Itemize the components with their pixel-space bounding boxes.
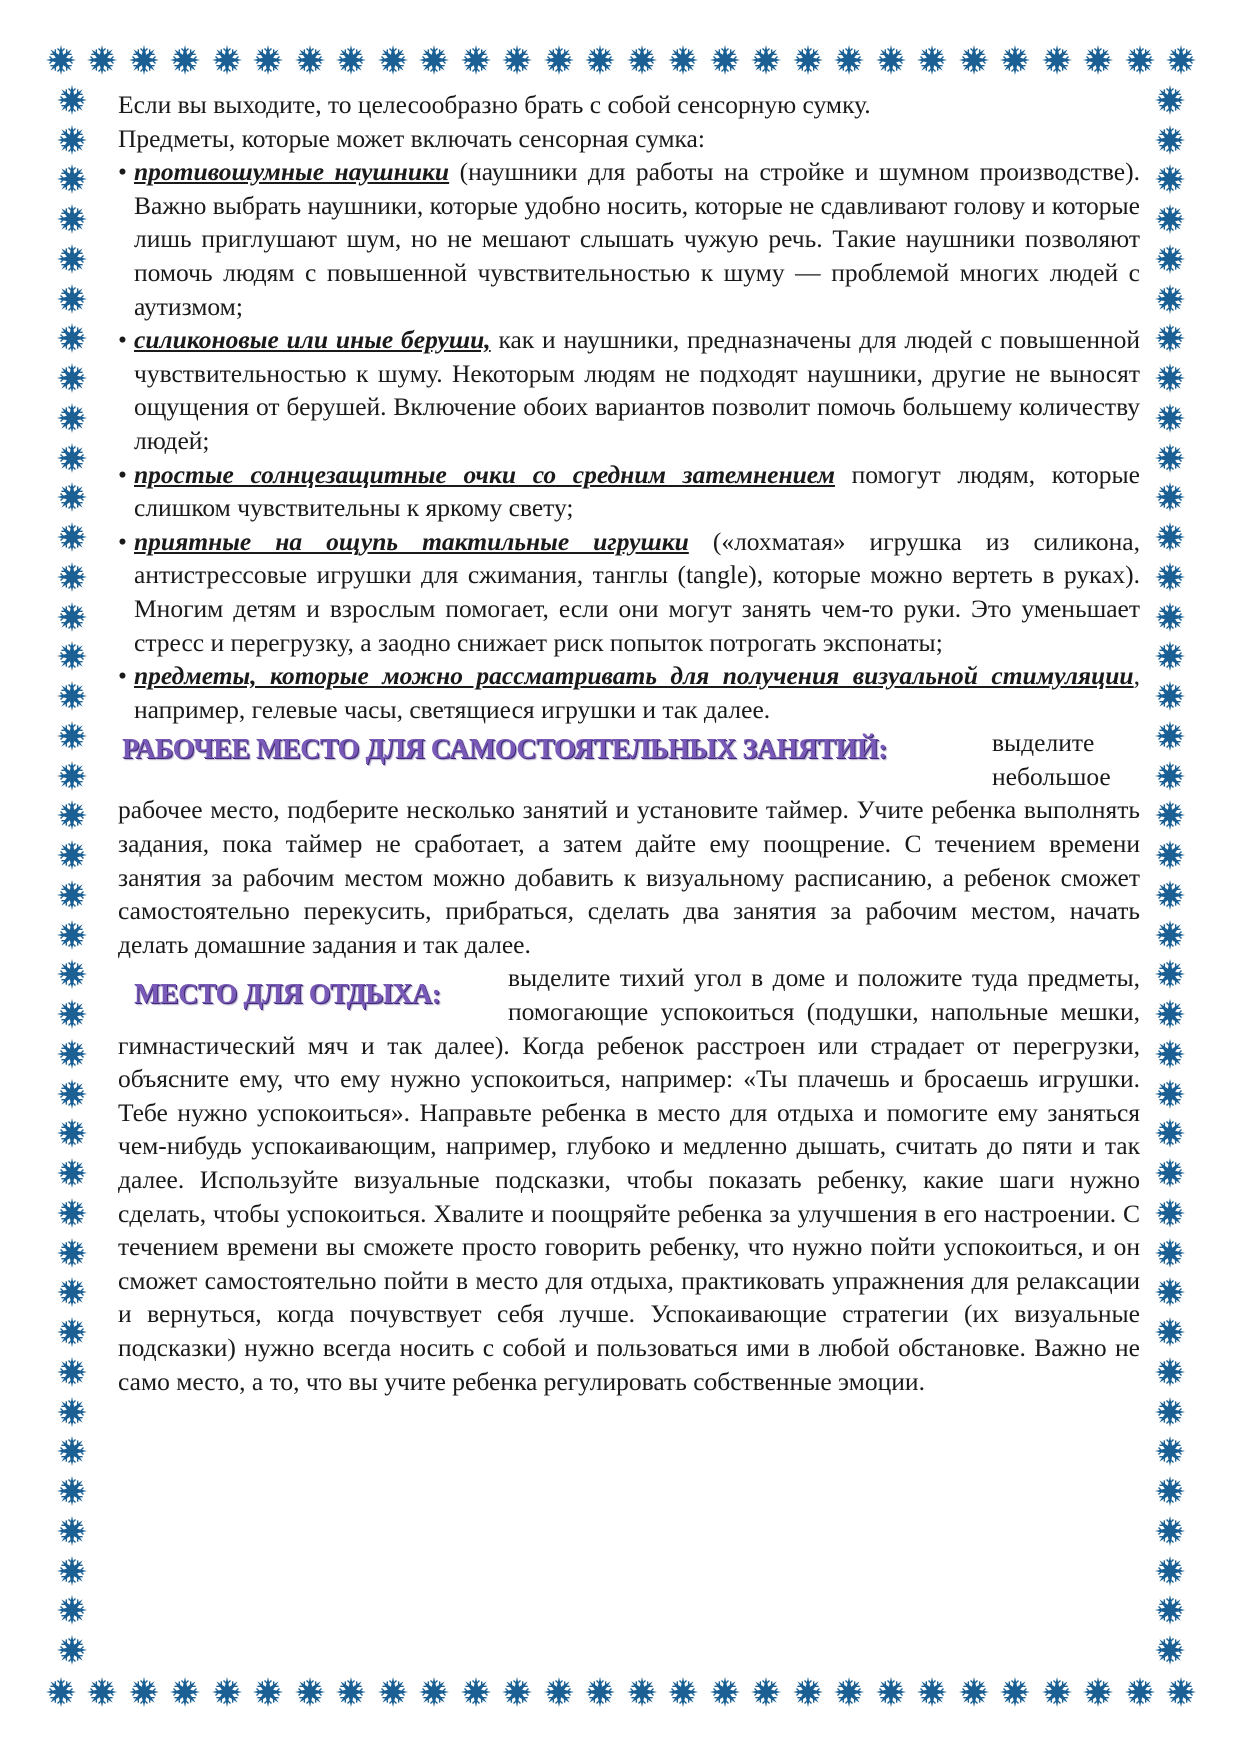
snowflake-icon	[55, 1116, 89, 1150]
snowflake-icon	[168, 43, 202, 77]
snowflake-icon	[542, 43, 576, 77]
snowflake-icon	[1153, 639, 1187, 673]
snowflake-icon	[55, 83, 89, 117]
snowflake-icon	[1153, 1593, 1187, 1627]
list-item	[118, 458, 1140, 525]
snowflake-icon	[293, 43, 327, 77]
snowflake-icon	[55, 679, 89, 713]
snowflake-icon	[998, 43, 1032, 77]
snowflake-icon	[55, 1156, 89, 1190]
snowflake-icon	[55, 520, 89, 554]
snowflake-icon	[55, 1196, 89, 1230]
list-item	[118, 323, 1140, 457]
snowflake-icon	[1153, 798, 1187, 832]
snowflake-icon	[625, 43, 659, 77]
list-item-term: противошумные наушники	[134, 157, 450, 187]
snowflake-icon	[168, 1675, 202, 1709]
snowflake-icon	[44, 43, 78, 77]
snowflake-icon	[874, 1675, 908, 1709]
snowflake-icon	[1153, 282, 1187, 316]
snowflake-icon	[583, 43, 617, 77]
snowflake-icon	[55, 759, 89, 793]
list-item-term: предметы, которые можно рассматривать для получения визуальной стимуляции	[134, 661, 1134, 691]
snowflake-icon	[708, 43, 742, 77]
snowflake-icon	[1153, 123, 1187, 157]
snowflake-icon	[55, 1474, 89, 1508]
rest-body: выделите тихий угол в доме и положите туда предметы, помогающие успокоиться (подушки, напольные мешки, гимнастический мяч и так далее). Когда ребенок расстроен или страдает от перегрузки, объясните ему, что ему нужно успокоиться, например: «Ты плачешь и бросаешь игрушки. Тебе нужно успокоиться». Направьте ребенка в место для отдыха и помогите ему заняться чем-нибудь успокаивающим, например, глубоко и медленно дышать, считать до пяти и так далее. Используйте визуальные подсказки, чтобы показать ребенку, какие шаги нужно сделать, чтобы успокоиться. Хвалите и поощряйте ребенка за улучшения в его настроении. С течением времени вы сможете просто говорить ребенку, что нужно пойти успокоиться, и он сможет самостоятельно пойти в место для отдыха, практиковать упражнения для релаксации и вернуться, когда почувствует себя лучше. Успокаивающие стратегии (их визуальные подсказки) нужно всегда носить с собой и пользоваться ими в любой обстановке. Важно не само место, а то, что вы учите ребенка регулировать собственные эмоции.	[118, 963, 1140, 1396]
snowflake-icon	[55, 560, 89, 594]
snowflake-icon	[55, 162, 89, 196]
snowflake-icon	[998, 1675, 1032, 1709]
snowflake-icon	[1040, 43, 1074, 77]
border-top	[40, 40, 1202, 80]
workplace-section	[118, 726, 1140, 961]
snowflake-icon	[55, 639, 89, 673]
snowflake-icon	[55, 1355, 89, 1389]
snowflake-icon	[1081, 1675, 1115, 1709]
snowflake-icon	[55, 321, 89, 355]
snowflake-icon	[55, 1633, 89, 1667]
snowflake-icon	[1153, 759, 1187, 793]
snowflake-icon	[1153, 1156, 1187, 1190]
snowflake-icon	[1153, 1434, 1187, 1468]
snowflake-icon	[915, 1675, 949, 1709]
snowflake-icon	[55, 1593, 89, 1627]
snowflake-icon	[1153, 679, 1187, 713]
snowflake-icon	[500, 1675, 534, 1709]
snowflake-icon	[832, 43, 866, 77]
snowflake-icon	[55, 401, 89, 435]
border-right	[1150, 80, 1190, 1670]
snowflake-icon	[1153, 480, 1187, 514]
snowflake-icon	[55, 1554, 89, 1588]
snowflake-icon	[459, 43, 493, 77]
intro-line-2: Предметы, которые может включать сенсорная сумка:	[118, 123, 705, 153]
snowflake-icon	[1153, 957, 1187, 991]
snowflake-icon	[1153, 600, 1187, 634]
snowflake-icon	[1153, 838, 1187, 872]
border-bottom	[40, 1672, 1202, 1712]
snowflake-icon	[251, 43, 285, 77]
snowflake-icon	[1153, 1633, 1187, 1667]
snowflake-icon	[625, 1675, 659, 1709]
snowflake-icon	[55, 480, 89, 514]
snowflake-icon	[55, 997, 89, 1031]
snowflake-icon	[1153, 361, 1187, 395]
snowflake-icon	[1153, 83, 1187, 117]
snowflake-icon	[55, 123, 89, 157]
snowflake-icon	[417, 43, 451, 77]
snowflake-icon	[1040, 1675, 1074, 1709]
list-item-text: («лохматая» игрушка из силикона, антистрессовые игрушки для сжимания, танглы (tangle), которые можно вертеть в руках). Многим детям и взрослым помогает, если они могут занять чем-то руки. Это уменьшает стресс и перегрузку, а заодно снижает риск попыток потрогать экспонаты;	[134, 526, 1140, 657]
snowflake-icon	[459, 1675, 493, 1709]
snowflake-icon	[1153, 1514, 1187, 1548]
workplace-heading: РАБОЧЕЕ МЕСТО ДЛЯ САМОСТОЯТЕЛЬНЫХ ЗАНЯТИЙ:	[122, 734, 887, 766]
snowflake-icon	[749, 1675, 783, 1709]
list-item-term: простые солнцезащитные очки со средним затемнением	[134, 459, 835, 489]
snowflake-icon	[1153, 1315, 1187, 1349]
workplace-side-text: выделите небольшое	[992, 728, 1111, 791]
snowflake-icon	[55, 1077, 89, 1111]
snowflake-icon	[1153, 1116, 1187, 1150]
snowflake-icon	[85, 1675, 119, 1709]
snowflake-icon	[55, 1037, 89, 1071]
snowflake-icon	[1164, 1675, 1198, 1709]
snowflake-icon	[666, 1675, 700, 1709]
snowflake-icon	[44, 1675, 78, 1709]
border-left	[52, 80, 92, 1670]
snowflake-icon	[1153, 1275, 1187, 1309]
sensory-bag-list	[118, 155, 1140, 726]
snowflake-icon	[210, 43, 244, 77]
list-item-term: приятные на ощупь тактильные игрушки	[134, 526, 689, 556]
snowflake-icon	[376, 1675, 410, 1709]
snowflake-icon	[55, 798, 89, 832]
snowflake-icon	[1153, 1037, 1187, 1071]
snowflake-icon	[55, 1315, 89, 1349]
snowflake-icon	[55, 361, 89, 395]
snowflake-icon	[55, 441, 89, 475]
snowflake-icon	[1123, 43, 1157, 77]
snowflake-icon	[55, 918, 89, 952]
snowflake-icon	[55, 282, 89, 316]
snowflake-icon	[1153, 242, 1187, 276]
snowflake-icon	[708, 1675, 742, 1709]
list-item	[118, 525, 1140, 659]
list-item-text: как и наушники, предназначены для людей с повышенной чувствительностью к шуму. Некоторым людям не подходят наушники, другие не выносят ощущения от берушей. Включение обоих вариантов позволит помочь большему количеству людей;	[134, 325, 1141, 455]
snowflake-icon	[334, 1675, 368, 1709]
snowflake-icon	[1153, 560, 1187, 594]
snowflake-icon	[542, 1675, 576, 1709]
snowflake-icon	[55, 202, 89, 236]
snowflake-icon	[1153, 878, 1187, 912]
snowflake-icon	[1164, 43, 1198, 77]
snowflake-icon	[1153, 441, 1187, 475]
list-item-text: , например, гелевые часы, светящиеся игрушки и так далее.	[134, 661, 1140, 724]
snowflake-icon	[55, 957, 89, 991]
snowflake-icon	[1153, 1236, 1187, 1270]
snowflake-icon	[1153, 1077, 1187, 1111]
snowflake-icon	[1153, 202, 1187, 236]
snowflake-icon	[55, 1434, 89, 1468]
rest-section	[118, 961, 1140, 1398]
snowflake-icon	[55, 719, 89, 753]
snowflake-icon	[293, 1675, 327, 1709]
snowflake-icon	[417, 1675, 451, 1709]
snowflake-icon	[334, 43, 368, 77]
snowflake-icon	[500, 43, 534, 77]
intro-line-1: Если вы выходите, то целесообразно брать с собой сенсорную сумку.	[118, 90, 871, 119]
snowflake-icon	[1153, 1395, 1187, 1429]
list-item	[118, 155, 1140, 323]
snowflake-icon	[957, 43, 991, 77]
snowflake-icon	[1153, 1196, 1187, 1230]
snowflake-icon	[1153, 520, 1187, 554]
snowflake-icon	[376, 43, 410, 77]
snowflake-icon	[666, 43, 700, 77]
snowflake-icon	[749, 43, 783, 77]
snowflake-icon	[1153, 997, 1187, 1031]
snowflake-icon	[791, 43, 825, 77]
snowflake-icon	[915, 43, 949, 77]
snowflake-icon	[1153, 1554, 1187, 1588]
snowflake-icon	[55, 1236, 89, 1270]
snowflake-icon	[55, 878, 89, 912]
snowflake-icon	[1153, 162, 1187, 196]
snowflake-icon	[1081, 43, 1115, 77]
document-body	[118, 88, 1140, 1398]
snowflake-icon	[85, 43, 119, 77]
snowflake-icon	[1153, 1474, 1187, 1508]
snowflake-icon	[1153, 321, 1187, 355]
snowflake-icon	[55, 838, 89, 872]
list-item-term: силиконовые или иные беруши,	[134, 325, 491, 355]
list-item-text: (наушники для работы на стройке и шумном производстве). Важно выбрать наушники, которые удобно носить, которые не сдавливают голову и которые лишь приглушают шум, но не мешают слышать чужую речь. Такие наушники позволяют помочь людям с повышенной чувствительностью к шуму — проблемой многих людей с аутизмом;	[134, 157, 1140, 321]
snowflake-icon	[1123, 1675, 1157, 1709]
snowflake-icon	[832, 1675, 866, 1709]
snowflake-icon	[791, 1675, 825, 1709]
list-item-text: помогут людям, которые слишком чувствительны к яркому свету;	[134, 459, 1140, 523]
rest-heading: МЕСТО ДЛЯ ОТДЫХА:	[134, 979, 441, 1011]
snowflake-icon	[210, 1675, 244, 1709]
snowflake-icon	[1153, 918, 1187, 952]
snowflake-icon	[1153, 719, 1187, 753]
list-item	[118, 659, 1140, 726]
snowflake-icon	[55, 1395, 89, 1429]
snowflake-icon	[55, 1275, 89, 1309]
snowflake-icon	[1153, 1355, 1187, 1389]
snowflake-icon	[127, 43, 161, 77]
snowflake-icon	[957, 1675, 991, 1709]
snowflake-icon	[127, 1675, 161, 1709]
snowflake-icon	[55, 242, 89, 276]
snowflake-icon	[874, 43, 908, 77]
snowflake-icon	[583, 1675, 617, 1709]
snowflake-icon	[55, 600, 89, 634]
snowflake-icon	[1153, 401, 1187, 435]
snowflake-icon	[55, 1514, 89, 1548]
workplace-body: рабочее место, подберите несколько занятий и установите таймер. Учите ребенка выполнять задания, пока таймер не сработает, а затем дайте ему поощрение. С течением времени занятия за рабочим местом можно добавить к визуальному расписанию, а ребенок сможет самостоятельно перекусить, прибраться, сделать два занятия за рабочим местом, начать делать домашние задания и так далее.	[118, 795, 1140, 959]
snowflake-icon	[251, 1675, 285, 1709]
